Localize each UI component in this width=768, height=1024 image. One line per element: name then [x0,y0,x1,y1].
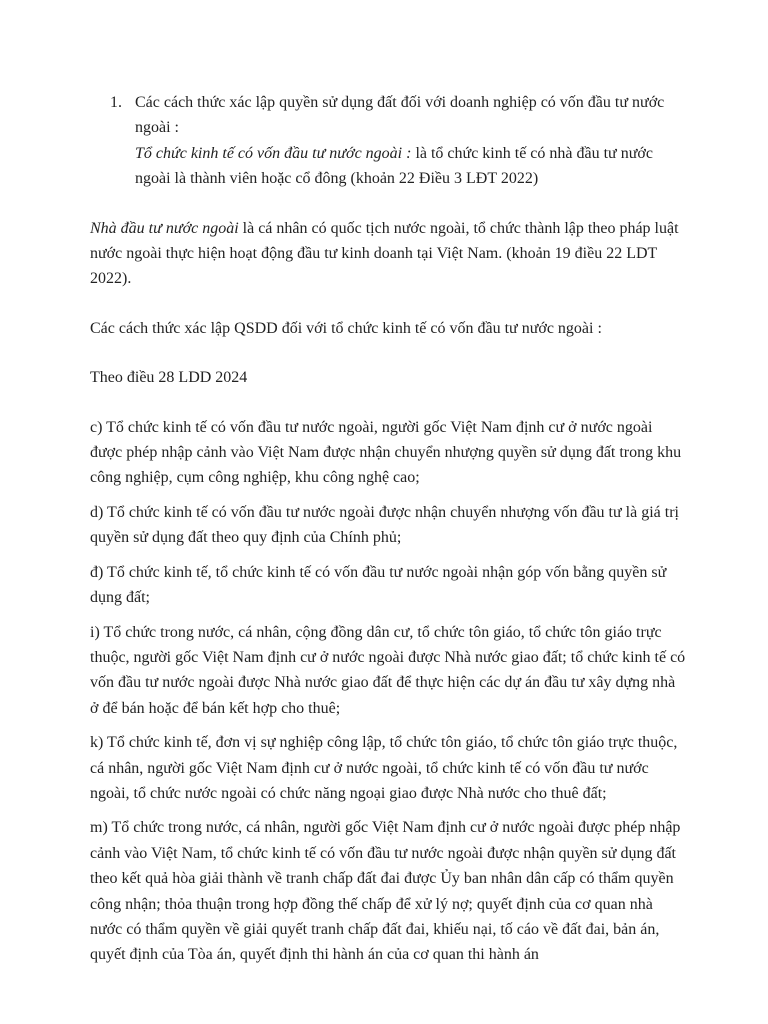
investor-definition-paragraph [90,216,686,292]
numbered-list-item [110,90,686,192]
clause-dd: đ) Tổ chức kinh tế, tổ chức kinh tế có vốn đầu tư nước ngoài nhận góp vốn bằng quyền sử dụng đất; [90,563,667,607]
methods-intro-paragraph: Các cách thức xác lập QSDD đối với tổ chức kinh tế có vốn đầu tư nước ngoài : [90,319,602,337]
investor-term: Nhà đầu tư nước ngoài [90,219,239,237]
clause-k: k) Tổ chức kinh tế, đơn vị sự nghiệp công lập, tổ chức tôn giáo, tổ chức tôn giáo trực thuộc, cá nhân, người gốc Việt Nam định cư ở nước ngoài, tổ chức kinh tế có vốn đầu tư nước ngoài, tổ chức nước ngoài có chức năng ngoại giao được Nhà nước cho thuê đất; [90,734,678,802]
list-item-body [135,90,686,192]
clause-c: c) Tổ chức kinh tế có vốn đầu tư nước ngoài, người gốc Việt Nam định cư ở nước ngoài được phép nhập cảnh vào Việt Nam được nhận chuyển nhượng quyền sử dụng đất trong khu công nghiệp, cụm công nghiệp, khu công nghệ cao; [90,418,682,487]
article-reference-paragraph: Theo điều 28 LDD 2024 [90,369,248,387]
list-number: 1. [110,94,122,111]
investor-text: là cá nhân có quốc tịch nước ngoài, tổ chức thành lập theo pháp luật nước ngoài thực hiện hoạt động đầu tư kinh doanh tại Việt Nam. (khoản 19 điều 22 LDT 2022). [90,219,679,288]
definition-text: là tổ chức kinh tế có nhà đầu tư nước ngoài là thành viên hoặc cổ đông (khoản 22 Điều 3 LĐT 2022) [135,144,653,188]
definition-term: Tổ chức kinh tế có vốn đầu tư nước ngoài : [135,144,412,162]
clause-m: m) Tổ chức trong nước, cá nhân, người gốc Việt Nam định cư ở nước ngoài được phép nhập cảnh vào Việt Nam, tổ chức kinh tế có vốn đầu tư nước ngoài được nhận quyền sử dụng đất theo kết quả hòa giải thành về tranh chấp đất đai được Ủy ban nhân dân cấp có thẩm quyền công nhận; thỏa thuận trong hợp đồng thế chấp để xử lý nợ; quyết định của cơ quan nhà nước có thẩm quyền về giải quyết tranh chấp đất đai, khiếu nại, tố cáo về đất đai, bản án, quyết định của Tòa án, quyết định thi hành án của cơ quan thi hành án [90,819,681,964]
clause-i: i) Tổ chức trong nước, cá nhân, cộng đồng dân cư, tổ chức tôn giáo, tổ chức tôn giáo trực thuộc, người gốc Việt Nam định cư ở nước ngoài được Nhà nước giao đất; tổ chức kinh tế có vốn đầu tư nước ngoài được Nhà nước giao đất để thực hiện các dự án đầu tư xây dựng nhà ở để bán hoặc để bán kết hợp cho thuê; [90,623,686,717]
list-item-heading: Các cách thức xác lập quyền sử dụng đất đối với doanh nghiệp có vốn đầu tư nước ngoài : [135,94,665,137]
document-page [90,90,686,977]
definition-line [135,141,686,192]
clause-d: d) Tổ chức kinh tế có vốn đầu tư nước ngoài được nhận chuyển nhượng vốn đầu tư là giá trị quyền sử dụng đất theo quy định của Chính phủ; [90,503,679,547]
